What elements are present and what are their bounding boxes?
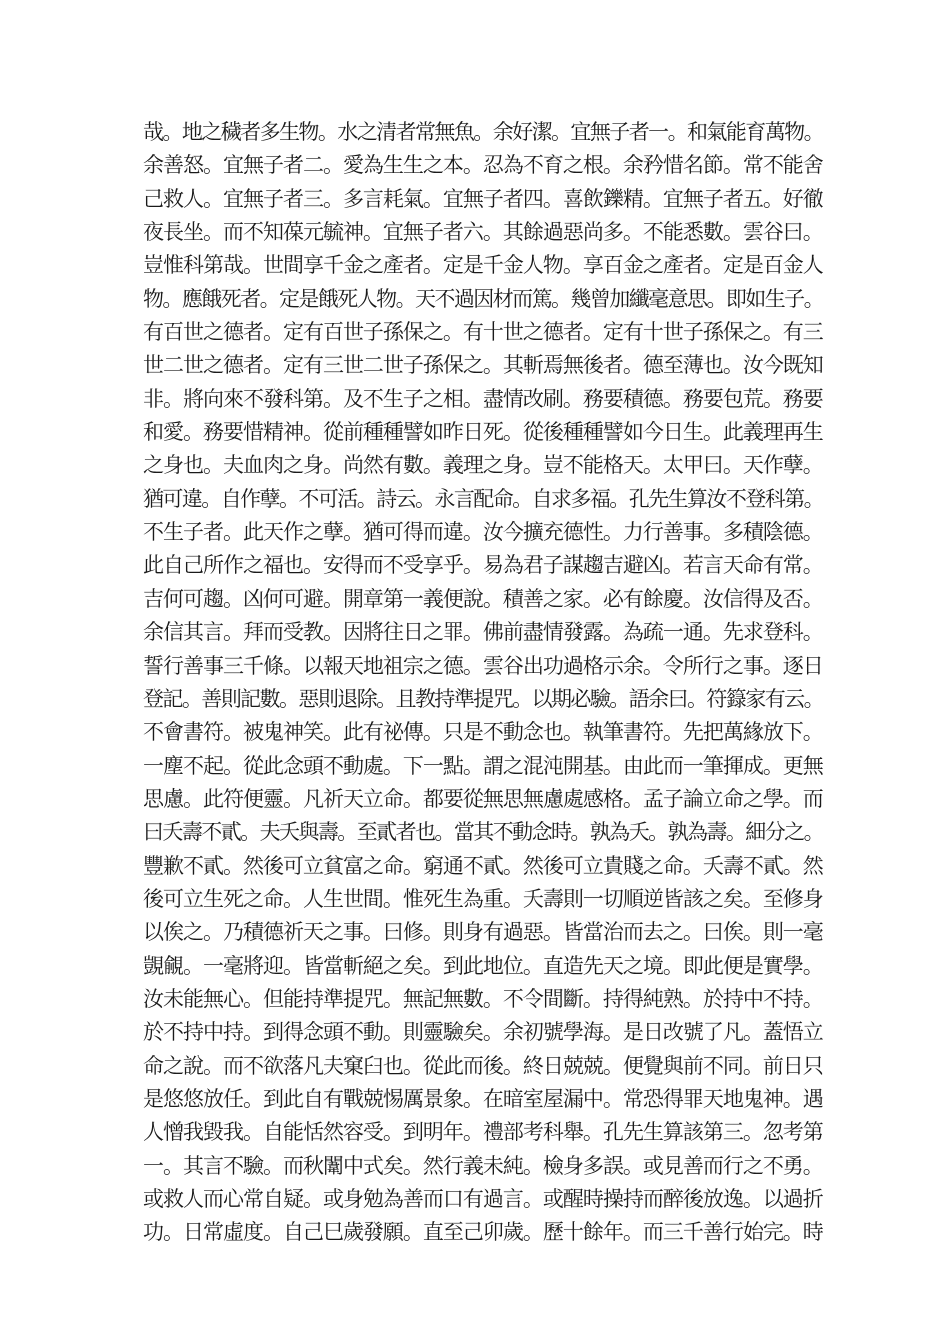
text-line: 夜長坐。而不知葆元毓神。宜無子者六。其餘過惡尚多。不能悉數。雲谷曰。 xyxy=(143,220,823,245)
text-line: 是悠悠放任。到此自有戰兢惕厲景象。在暗室屋漏中。常恐得罪天地鬼神。遇 xyxy=(143,1086,823,1111)
text-line: 覬覦。一毫將迎。皆當斬絕之矣。到此地位。直造先天之境。即此便是實學。 xyxy=(143,953,823,978)
text-line: 曰夭壽不貳。夫夭與壽。至貳者也。當其不動念時。孰為夭。孰為壽。細分之。 xyxy=(143,820,823,845)
text-line: 不會書符。被鬼神笑。此有祕傳。只是不動念也。執筆書符。先把萬緣放下。 xyxy=(143,720,823,745)
text-line: 不生子者。此天作之孽。猶可得而違。汝今擴充德性。力行善事。多積陰德。 xyxy=(143,520,823,545)
text-line: 哉。地之穢者多生物。水之清者常無魚。余好潔。宜無子者一。和氣能育萬物。 xyxy=(143,120,823,144)
text-line: 思慮。此符便靈。凡祈天立命。都要從無思無慮處感格。孟子論立命之學。而 xyxy=(143,786,823,811)
text-line: 之身也。夫血肉之身。尚然有數。義理之身。豈不能格天。太甲曰。天作孽。 xyxy=(143,453,823,478)
text-line: 誓行善事三千條。以報天地祖宗之德。雲谷出功過格示余。令所行之事。逐日 xyxy=(143,653,823,678)
text-line: 猶可違。自作孽。不可活。詩云。永言配命。自求多福。孔先生算汝不登科第。 xyxy=(143,486,823,511)
text-line: 登記。善則記數。惡則退除。且教持準提咒。以期必驗。語余曰。符籙家有云。 xyxy=(143,686,823,711)
text-line: 此自己所作之福也。安得而不受享乎。易為君子謀趨吉避凶。若言天命有常。 xyxy=(143,553,823,578)
text-line: 余信其言。拜而受教。因將往日之罪。佛前盡情發露。為疏一通。先求登科。 xyxy=(143,620,823,645)
body-text xyxy=(143,116,823,1250)
text-line: 吉何可趨。凶何可避。開章第一義便說。積善之家。必有餘慶。汝信得及否。 xyxy=(143,586,823,611)
text-line: 和愛。務要惜精神。從前種種譬如昨日死。從後種種譬如今日生。此義理再生 xyxy=(143,420,823,445)
text-line: 己救人。宜無子者三。多言耗氣。宜無子者四。喜飲鑠精。宜無子者五。好徹 xyxy=(143,186,823,211)
text-line: 豈惟科第哉。世間享千金之產者。定是千金人物。享百金之產者。定是百金人 xyxy=(143,253,823,278)
text-line: 非。將向來不發科第。及不生子之相。盡情改刷。務要積德。務要包荒。務要 xyxy=(143,386,823,411)
text-line: 後可立生死之命。人生世間。惟死生為重。夭壽則一切順逆皆該之矣。至修身 xyxy=(143,886,823,911)
text-line: 一。其言不驗。而秋闈中式矣。然行義未純。檢身多誤。或見善而行之不勇。 xyxy=(143,1153,823,1178)
text-line: 功。日常虛度。自己巳歲發願。直至己卯歲。歷十餘年。而三千善行始完。時 xyxy=(143,1220,823,1245)
text-line: 豐歉不貳。然後可立貧富之命。窮通不貳。然後可立貴賤之命。夭壽不貳。然 xyxy=(143,853,823,878)
text-line: 物。應餓死者。定是餓死人物。天不過因材而篤。幾曾加纖毫意思。即如生子。 xyxy=(143,286,823,311)
text-line: 一塵不起。從此念頭不動處。下一點。謂之混沌開基。由此而一筆揮成。更無 xyxy=(143,753,823,778)
text-line: 以俟之。乃積德祈天之事。曰修。則身有過惡。皆當治而去之。曰俟。則一毫 xyxy=(143,920,823,945)
text-line: 有百世之德者。定有百世子孫保之。有十世之德者。定有十世子孫保之。有三 xyxy=(143,320,823,345)
text-line: 命之說。而不欲落凡夫窠臼也。從此而後。終日兢兢。便覺與前不同。前日只 xyxy=(143,1053,823,1078)
text-line: 於不持中持。到得念頭不動。則靈驗矣。余初號學海。是日改號了凡。蓋悟立 xyxy=(143,1020,823,1045)
text-line: 或救人而心常自疑。或身勉為善而口有過言。或醒時操持而醉後放逸。以過折 xyxy=(143,1187,823,1211)
text-line: 人憎我毀我。自能恬然容受。到明年。禮部考科舉。孔先生算該第三。忽考第 xyxy=(143,1120,823,1145)
text-line: 汝未能無心。但能持準提咒。無記無數。不令間斷。持得純熟。於持中不持。 xyxy=(143,986,823,1011)
text-line: 世二世之德者。定有三世二世子孫保之。其斬焉無後者。德至薄也。汝今既知 xyxy=(143,353,823,378)
text-line: 余善怒。宜無子者二。愛為生生之本。忍為不育之根。余矜惜名節。常不能舍 xyxy=(143,153,823,178)
